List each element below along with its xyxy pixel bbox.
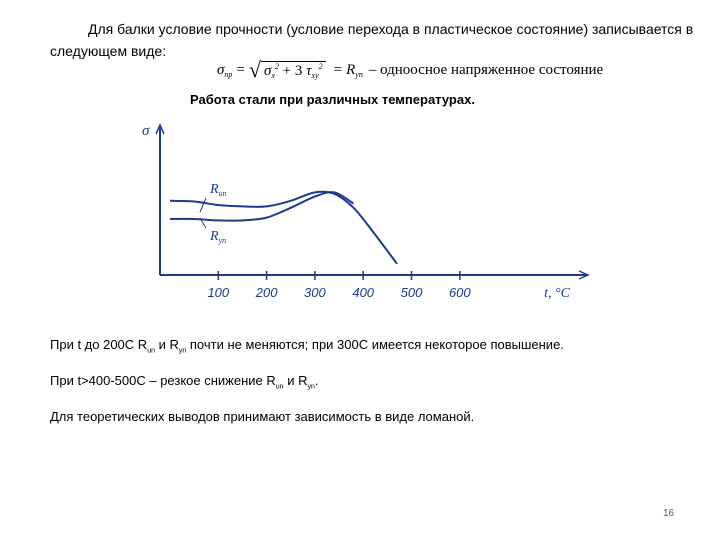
paragraph-2: При t>400-500С – резкое снижение $R_{un}$ и $R_{yn}$. <box>50 373 319 391</box>
chart-title: Работа стали при различных температурах. <box>190 92 475 107</box>
formula-equals: = <box>236 61 245 78</box>
formula-description: – одноосное напряженное состояние <box>368 61 604 78</box>
series-label: $R_{yn}$ <box>210 229 227 245</box>
formula-lhs: $\sigma_{пр}$ <box>217 61 233 79</box>
series-label: $R_{un}$ <box>210 182 227 198</box>
intro-paragraph: Для балки условие прочности (условие перехода в пластическое состояние) записывается в следующем виде: <box>50 21 694 59</box>
x-axis-label: t, °C <box>544 286 570 301</box>
page-number: 16 <box>663 508 675 519</box>
x-tick-label: 200 <box>255 285 278 300</box>
x-tick-label: 500 <box>400 285 423 300</box>
formula-rhs: $R_{yn}$ <box>346 61 363 79</box>
x-tick-label: 400 <box>352 285 375 300</box>
x-tick-label: 300 <box>304 285 326 300</box>
square-root-icon: √ <box>248 57 261 82</box>
formula-equals-2: = <box>333 61 343 78</box>
x-tick-label: 100 <box>207 285 230 300</box>
paragraph-3: Для теоретических выводов принимают зависимость в виде ломаной. <box>50 409 475 424</box>
series-label-leader <box>200 198 206 212</box>
formula-radicand: $\sigma_x^2 + 3$ $\tau_{xy}^2$ <box>261 61 326 80</box>
y-axis-label: σ <box>142 123 150 139</box>
x-tick-label: 600 <box>448 285 471 300</box>
paragraph-1: При t до 200С $R_{un}$ и $R_{yn}$ почти не меняются; при 300С имеется некоторое повышение. <box>50 337 564 355</box>
